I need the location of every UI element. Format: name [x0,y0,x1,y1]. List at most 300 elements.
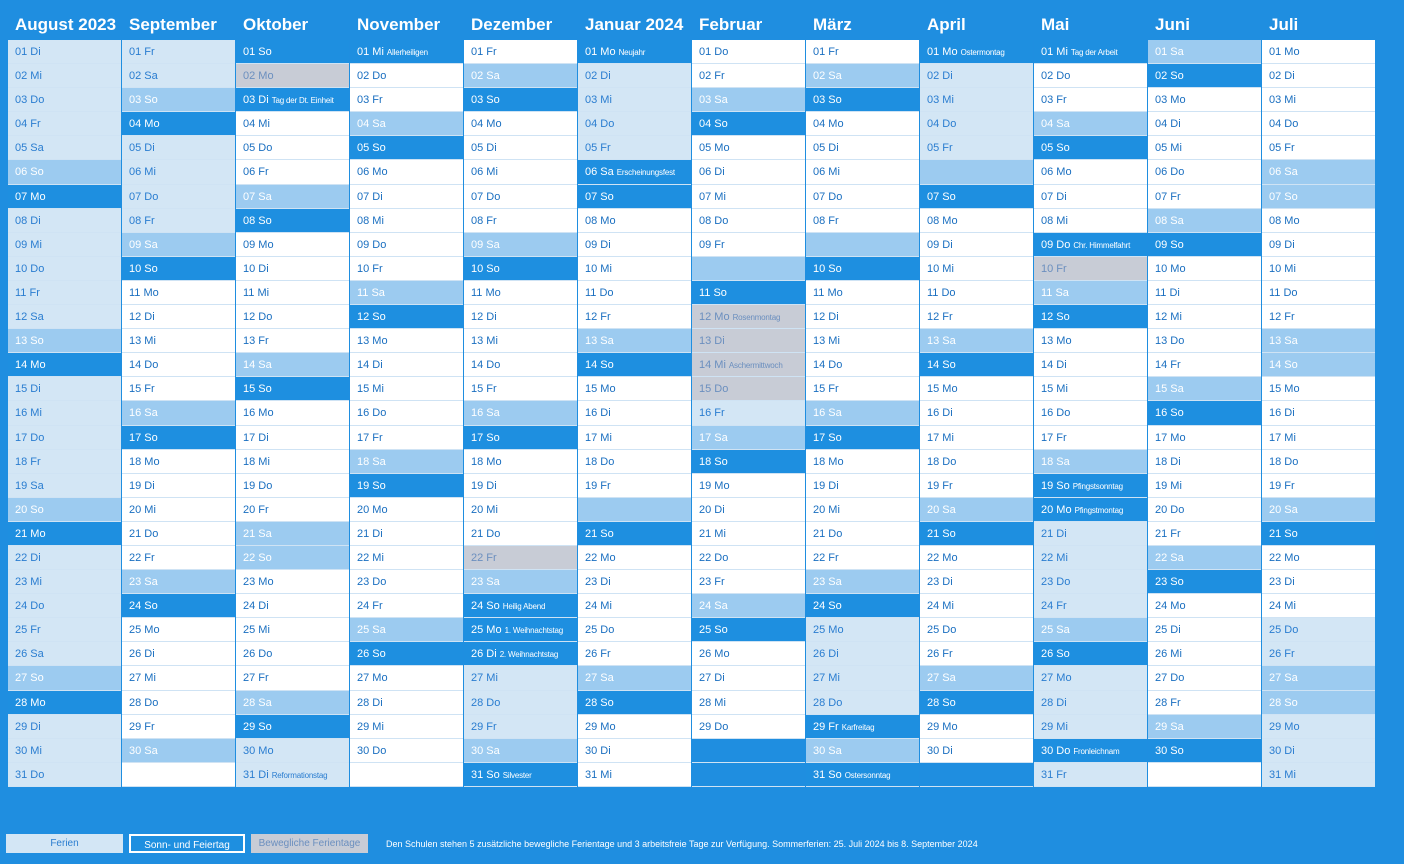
day-label: 10 Mi [585,262,612,275]
day-cell [578,329,691,353]
day-cell [806,691,919,715]
day-label: 10 So [471,262,500,275]
day-label: 31 Mi [585,768,612,781]
day-cell [920,570,1033,594]
day-label: 19 Di [471,479,497,492]
day-cell [464,305,577,329]
day-cell [578,666,691,690]
day-label: 10 Fr [357,262,383,275]
day-cell [1148,666,1261,690]
day-cell [578,642,691,666]
day-label: 09 Di [585,238,611,251]
day-label: 30 Di [1269,744,1295,757]
day-label: 15 Fr [129,383,155,396]
day-label: 31 Mi [1269,768,1296,781]
day-label: 21 Di [357,527,383,540]
day-label: 17 Mi [1269,431,1296,444]
day-label: 31 Di [243,768,269,781]
day-cell [1034,305,1147,329]
day-label: 07 So [585,190,614,203]
day-cell [578,353,691,377]
day-cell [1148,185,1261,209]
day-label: 20 Mi [813,503,840,516]
day-label: 29 Mo [927,720,958,733]
day-cell [464,209,577,233]
day-cell [122,642,235,666]
day-label: 16 Do [1041,407,1071,420]
day-label: 24 Mo [1155,600,1186,613]
day-cell [920,546,1033,570]
day-cell [806,570,919,594]
day-cell [1034,498,1147,522]
day-label: 26 So [1041,648,1070,661]
day-cell [578,450,691,474]
day-cell [350,64,463,88]
day-cell [1148,329,1261,353]
day-label: 14 Fr [1155,359,1181,372]
day-label: 28 Di [357,696,383,709]
day-label: 03 Di [243,94,269,107]
day-cell [122,474,235,498]
day-cell [1262,474,1375,498]
day-label: 09 Mi [15,238,42,251]
day-cell [236,450,349,474]
day-cell [350,522,463,546]
day-cell [1262,112,1375,136]
day-label: 13 Sa [585,335,614,348]
day-label: 21 Do [813,527,843,540]
day-label: 25 Di [1155,624,1181,637]
day-label: 07 So [1269,190,1298,203]
day-label: 03 So [813,94,842,107]
day-cell [464,112,577,136]
day-cell [692,691,805,715]
day-label: 06 Fr [243,166,269,179]
day-cell [350,40,463,64]
day-cell [1148,401,1261,425]
day-cell [464,233,577,257]
day-label: 04 So [699,118,728,131]
day-label: 23 Sa [129,576,158,589]
day-cell [236,666,349,690]
day-cell [1262,233,1375,257]
holiday-name: Ostermontag [960,48,1005,57]
day-cell [122,739,235,763]
day-label: 19 So [357,479,386,492]
day-label: 04 Fr [15,118,41,131]
day-cell [236,763,349,787]
day-cell [1034,739,1147,763]
day-label: 27 Mi [129,672,156,685]
day-label: 16 Sa [129,407,158,420]
day-cell [1034,329,1147,353]
day-label: 17 Fr [357,431,383,444]
day-cell [806,353,919,377]
day-cell [8,691,121,715]
day-label: 28 Do [471,696,501,709]
day-label: 25 So [699,624,728,637]
day-cell [920,763,1033,787]
day-label: 03 So [471,94,500,107]
day-label: 09 So [1155,238,1184,251]
day-cell [806,763,919,787]
day-label: 24 Sa [699,600,728,613]
legend-bewegliche-ferientage: Bewegliche Ferientage [251,834,368,853]
day-cell [464,185,577,209]
day-label: 24 Fr [1041,600,1067,613]
day-label: 02 Di [927,70,953,83]
day-label: 06 Di [699,166,725,179]
day-cell [350,257,463,281]
day-label: 17 Mi [927,431,954,444]
day-cell [920,88,1033,112]
day-label: 12 So [1041,311,1070,324]
day-cell [464,40,577,64]
day-label: 23 Mi [15,576,42,589]
day-cell [236,136,349,160]
day-label: 05 Mi [1155,142,1182,155]
day-label: 19 Fr [585,479,611,492]
day-label: 24 Mi [1269,600,1296,613]
day-cell [578,40,691,64]
day-label: 11 Sa [357,286,385,299]
day-cell [920,666,1033,690]
day-label: 22 Fr [813,551,839,564]
day-label: 21 Mo [15,527,46,540]
day-cell [578,88,691,112]
day-cell [464,450,577,474]
day-label: 16 Di [1269,407,1295,420]
day-label: 03 Mo [1155,94,1186,107]
day-label: 11 Fr [15,286,40,299]
day-label: 14 Do [813,359,843,372]
day-label: 03 Mi [585,94,612,107]
day-label: 09 Mo [243,238,274,251]
day-label: 03 Do [15,94,45,107]
day-label: 26 Di [471,648,497,661]
day-label: 17 Mo [1155,431,1186,444]
day-cell [8,666,121,690]
day-cell [1034,618,1147,642]
day-label: 23 Di [927,576,953,589]
day-label: 15 Mo [927,383,958,396]
day-label: 28 So [927,696,956,709]
day-cell [236,498,349,522]
day-cell [122,305,235,329]
day-label: 12 Mo [699,311,730,324]
day-cell [920,353,1033,377]
day-label: 25 Do [1269,624,1299,637]
day-cell [350,450,463,474]
day-cell [350,763,463,787]
day-label: 26 Fr [585,648,611,661]
day-cell [920,112,1033,136]
day-cell [464,594,577,618]
day-cell [692,474,805,498]
day-label: 24 So [471,600,500,613]
day-label: 13 So [15,335,44,348]
day-label: 07 Fr [1155,190,1181,203]
day-label: 23 Sa [471,576,500,589]
day-label: 06 Mi [813,166,840,179]
day-cell [1262,570,1375,594]
day-cell [1034,642,1147,666]
day-cell [920,618,1033,642]
day-cell [122,377,235,401]
day-cell [8,498,121,522]
day-cell [1148,136,1261,160]
day-cell [1148,377,1261,401]
day-cell [692,305,805,329]
day-label: 28 So [585,696,614,709]
day-label: 15 Mo [585,383,616,396]
day-label: 03 Sa [699,94,728,107]
day-label: 18 Mi [243,455,270,468]
holiday-name: Pfingstsonntag [1072,481,1123,491]
day-cell [350,136,463,160]
day-cell [350,474,463,498]
day-cell [122,257,235,281]
day-cell [1148,353,1261,377]
day-label: 31 So [813,768,842,781]
day-cell [578,594,691,618]
day-cell [1148,498,1261,522]
day-cell [692,546,805,570]
day-cell [350,594,463,618]
holiday-name: Rosenmontag [732,313,781,323]
day-label: 05 Sa [15,142,44,155]
day-cell [806,64,919,88]
day-cell [1034,522,1147,546]
day-cell [578,618,691,642]
day-cell [1148,594,1261,618]
day-cell [8,522,121,546]
day-label: 20 Sa [927,503,956,516]
day-label: 23 Do [1041,576,1071,589]
day-label: 12 So [357,311,386,324]
day-cell [692,426,805,450]
day-label: 29 Mi [1041,720,1068,733]
day-label: 02 Do [357,70,387,83]
day-cell [122,618,235,642]
day-label: 02 Sa [129,70,158,83]
day-cell [806,329,919,353]
day-label: 29 Mo [585,720,616,733]
day-label: 28 Do [129,696,159,709]
day-label: 23 Di [1269,576,1295,589]
day-label: 16 Mo [243,407,274,420]
day-label: 13 Mo [357,335,388,348]
month-column [122,8,236,787]
day-label: 15 Fr [813,383,839,396]
day-label: 21 Mi [699,527,726,540]
day-cell [1034,377,1147,401]
day-label: 25 Mo [471,624,502,637]
day-cell [1034,88,1147,112]
day-label: 04 Di [1155,118,1181,131]
day-cell [920,185,1033,209]
day-cell [920,233,1033,257]
month-column [1262,8,1375,787]
day-label: 22 Do [699,551,729,564]
day-cell [920,160,1033,184]
day-cell [8,377,121,401]
day-label: 29 Fr [813,720,839,733]
day-cell [578,209,691,233]
day-cell [236,112,349,136]
day-cell [920,305,1033,329]
day-label: 02 Mo [243,70,274,83]
month-header: Mai [1034,8,1147,40]
day-label: 04 Sa [357,118,386,131]
day-cell [1262,691,1375,715]
day-cell [122,64,235,88]
month-column [350,8,464,787]
day-cell [464,160,577,184]
day-label: 04 Mo [129,118,160,131]
day-cell [1034,691,1147,715]
day-label: 11 Mo [129,286,159,299]
day-cell [236,546,349,570]
day-label: 07 Do [813,190,843,203]
day-cell [578,498,691,522]
day-label: 29 Fr [471,720,497,733]
day-label: 24 So [813,600,842,613]
day-label: 05 Fr [927,142,953,155]
day-label: 27 Fr [243,672,269,685]
month-column [1148,8,1262,787]
day-cell [692,160,805,184]
day-label: 04 Do [585,118,615,131]
day-cell [8,642,121,666]
day-cell [1262,546,1375,570]
day-label: 20 Sa [1269,503,1298,516]
holiday-name: Fronleichnam [1073,746,1120,756]
day-cell [578,474,691,498]
day-cell [350,666,463,690]
day-cell [122,88,235,112]
day-cell [1262,594,1375,618]
day-cell [1262,498,1375,522]
day-label: 08 Fr [471,214,497,227]
day-label: 04 Mo [471,118,502,131]
day-cell [1034,401,1147,425]
day-cell [122,160,235,184]
day-cell [122,498,235,522]
day-label: 26 Mo [699,648,730,661]
day-cell [8,112,121,136]
day-cell [1262,426,1375,450]
day-cell [692,498,805,522]
day-label: 06 Mi [471,166,498,179]
day-cell [692,40,805,64]
day-label: 11 Mo [813,286,843,299]
month-column [692,8,806,787]
day-cell [8,474,121,498]
day-label: 03 Mi [927,94,954,107]
legend [6,834,978,853]
day-cell [1262,305,1375,329]
day-cell [692,233,805,257]
calendar-grid [8,8,1375,787]
day-cell [464,691,577,715]
day-cell [464,522,577,546]
day-cell [806,546,919,570]
day-cell [464,257,577,281]
day-cell [920,329,1033,353]
day-label: 21 Do [471,527,501,540]
day-cell [1148,281,1261,305]
day-label: 25 Sa [1041,624,1070,637]
holiday-name: Tag der Arbeit [1070,48,1118,57]
day-cell [1262,40,1375,64]
day-cell [122,763,235,787]
day-cell [1262,522,1375,546]
holiday-name: Ostersonntag [844,770,891,780]
day-label: 28 Di [1041,696,1067,709]
day-label: 16 Di [585,407,611,420]
day-label: 15 Di [15,383,41,396]
day-cell [806,40,919,64]
day-cell [806,666,919,690]
day-cell [1034,666,1147,690]
day-cell [692,450,805,474]
day-cell [8,450,121,474]
day-cell [1034,353,1147,377]
day-cell [692,329,805,353]
day-cell [122,209,235,233]
day-label: 20 Fr [243,503,269,516]
day-cell [464,715,577,739]
day-cell [692,666,805,690]
day-label: 08 Fr [129,214,155,227]
day-cell [1034,112,1147,136]
day-cell [8,305,121,329]
day-label: 24 Di [243,600,269,613]
day-label: 22 Mi [1041,551,1068,564]
day-cell [122,450,235,474]
day-label: 08 Mo [927,214,958,227]
day-cell [692,112,805,136]
day-cell [8,185,121,209]
day-cell [122,353,235,377]
day-cell [1262,642,1375,666]
day-label: 13 Do [1155,335,1185,348]
day-label: 18 Do [585,455,615,468]
day-cell [692,377,805,401]
day-cell [350,233,463,257]
day-cell [1262,329,1375,353]
day-label: 28 Sa [243,696,272,709]
day-cell [1034,450,1147,474]
day-cell [806,136,919,160]
day-cell [920,642,1033,666]
day-cell [692,763,805,787]
day-cell [236,64,349,88]
day-cell [236,401,349,425]
day-label: 27 Sa [585,672,614,685]
day-cell [236,257,349,281]
day-cell [236,642,349,666]
day-cell [806,257,919,281]
month-header: August 2023 [8,8,121,40]
month-column [8,8,122,787]
day-label: 30 Mi [15,744,42,757]
day-label: 09 Do [1041,238,1071,251]
day-cell [8,763,121,787]
day-cell [1262,353,1375,377]
day-label: 13 Fr [243,335,269,348]
